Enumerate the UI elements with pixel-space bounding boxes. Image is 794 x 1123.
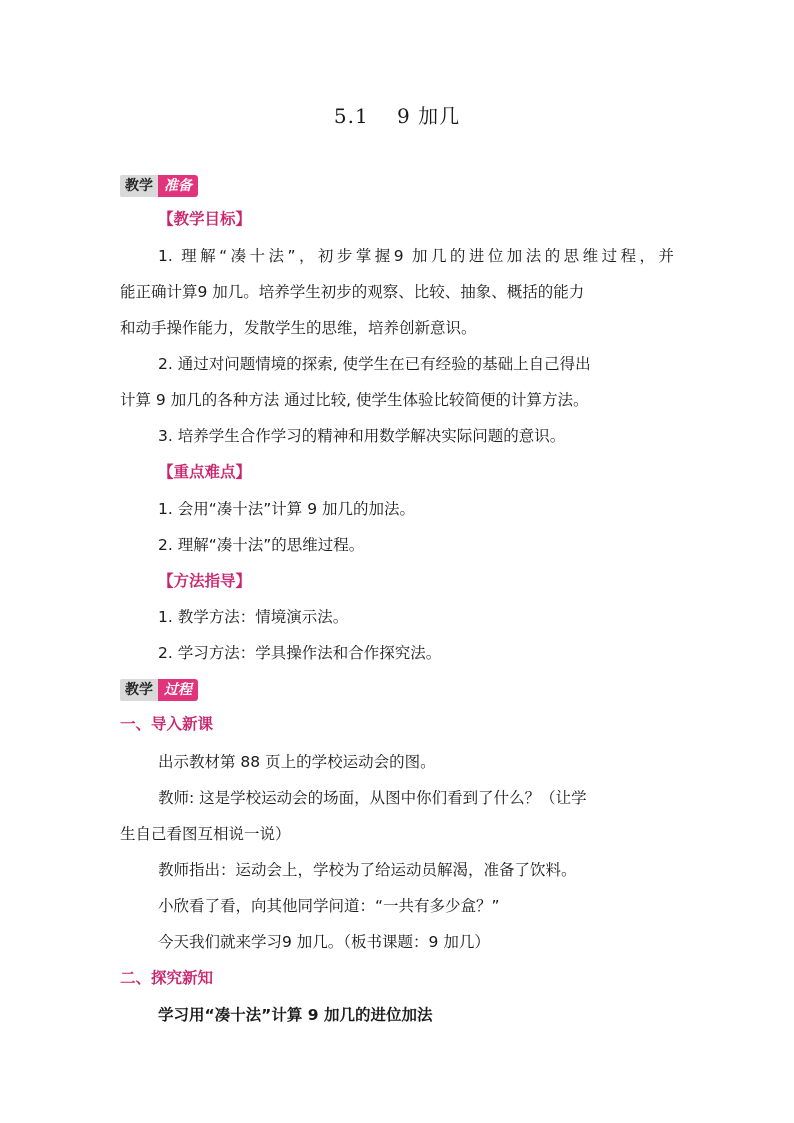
paragraph-6: 学习用“凑十法”计算 9 加几的进位加法: [158, 1006, 433, 1024]
goal-1-text-1: 1. 理解“凑十法”，初步掌握9 加几的进位加法的思维过程，并: [158, 247, 674, 265]
key-2: 2. 理解“凑十法”的思维过程。: [158, 536, 365, 554]
section-1-heading: 一、导入新课: [120, 715, 214, 733]
paragraph-3: 教师指出：运动会上，学校为了给运动员解渴，准备了饮料。: [158, 861, 577, 879]
paragraph-1: 出示教材第 88 页上的学校运动会的图。: [158, 753, 436, 771]
badge-label-left: 教学: [120, 175, 158, 197]
badge-label-right: 过程: [158, 679, 198, 701]
paragraph-2-line-2: 生自己看图互相说一说）: [120, 825, 291, 843]
paragraph-4: 小欣看了看，向其他同学问道：“一共有多少盒？”: [158, 897, 500, 915]
badge-teaching-process: [120, 679, 198, 701]
badge-label-right: 准备: [158, 175, 198, 197]
paragraph-5: 今天我们就来学习9 加几。（板书课题：9 加几）: [158, 933, 490, 951]
goal-3: 3. 培养学生合作学习的精神和用数学解决实际问题的意识。: [158, 427, 566, 445]
page-title: 5.1 9 加几: [333, 104, 461, 128]
goal-1-line-1: [0, 244, 794, 268]
goal-1-line-2: 能正确计算9 加几。培养学生初步的观察、比较、抽象、概括的能力: [120, 283, 585, 301]
section-2-heading: 二、探究新知: [120, 969, 214, 987]
method-1: 1. 教学方法：情境演示法。: [158, 608, 349, 626]
method-heading: 【方法指导】: [158, 572, 252, 590]
goal-1-line-3: 和动手操作能力，发散学生的思维，培养创新意识。: [120, 319, 477, 337]
goal-2-line-2: 计算 9 加几的各种方法 通过比较, 使学生体验比较简便的计算方法。: [120, 391, 589, 409]
paragraph-2-line-1: 教师: 这是学校运动会的场面，从图中你们看到了什么？（让学: [158, 789, 587, 807]
goal-2-line-1: 2. 通过对问题情境的探索, 使学生在已有经验的基础上自己得出: [158, 355, 591, 373]
key-1: 1. 会用“凑十法”计算 9 加几的加法。: [158, 500, 415, 518]
method-2: 2. 学习方法：学具操作法和合作探究法。: [158, 644, 442, 662]
badge-label-left: 教学: [120, 679, 158, 701]
badge-teaching-prepare: [120, 175, 198, 197]
key-heading: 【重点难点】: [158, 463, 252, 481]
goal-heading: 【教学目标】: [158, 210, 252, 228]
